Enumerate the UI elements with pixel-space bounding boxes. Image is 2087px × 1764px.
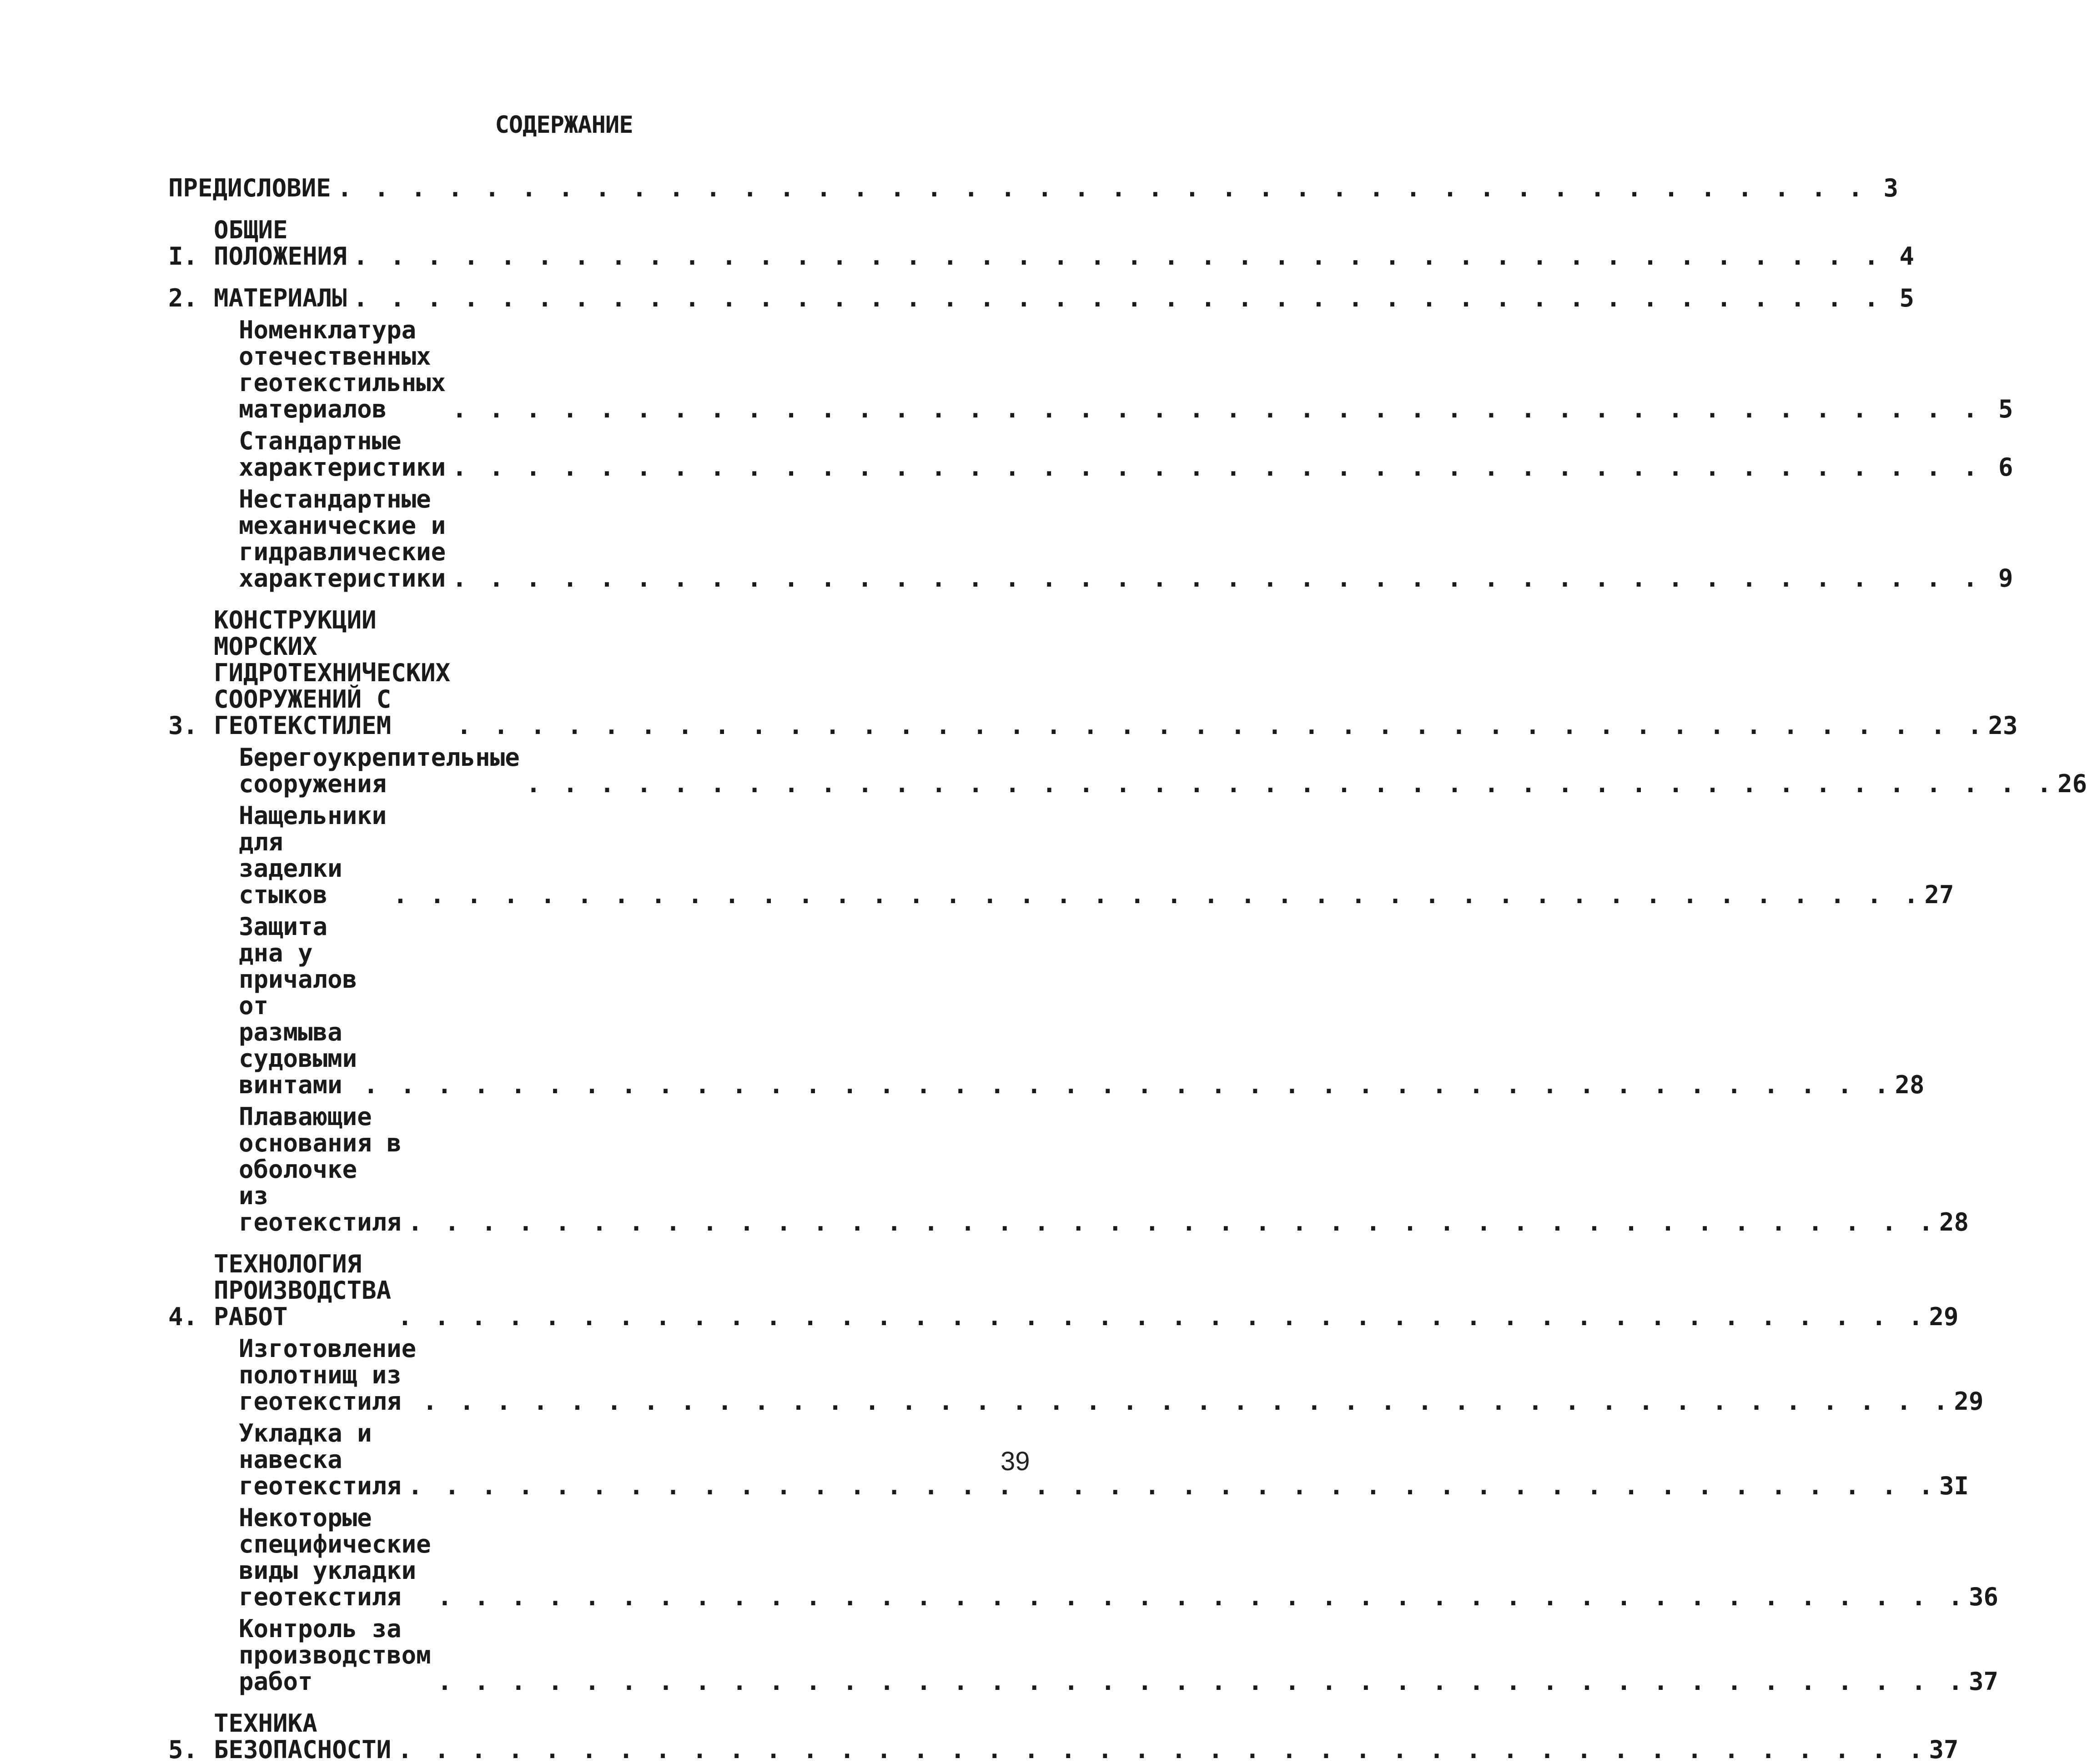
page-title: СОДЕРЖАНИЕ [495,111,633,139]
toc-entry-label: КОНСТРУКЦИИ МОРСКИХ ГИДРОТЕХНИЧЕСКИХ СООРУЖЕНИЙ С ГЕОТЕКСТИЛЕМ [214,606,451,740]
toc-entry-page: 37 [1969,1667,1999,1696]
toc-entry-page: 3 [1883,174,1899,202]
toc-entry-label: ОБЩИЕ ПОЛОЖЕНИЯ [214,216,347,271]
toc-entry-label: Изготовление полотнищ из геотекстиля [239,1334,417,1416]
toc-entry-page: 29 [1954,1387,1984,1416]
dot-leader: . . . . . . . . . . . . . . . . . . . . . . . . . . . . . . . . . . . . . . . . . . [452,564,1981,593]
toc-subentry [168,427,2013,482]
toc-subentry [168,1503,1999,1611]
toc-subentry [168,912,1925,1099]
dot-leader: . . . . . . . . . . . . . . . . . . . . . . . . . . . . . . . . . . . . . . . . . . [393,880,1922,909]
toc-subentry [168,743,2087,798]
dot-leader: . . . . . . . . . . . . . . . . . . . . . . . . . . . . . . . . . . . . . . . . . . [452,395,1981,423]
toc-entry-label: Номенклатура отечественных геотекстильных материалов [239,316,446,423]
toc-entry-page: 27 [1924,880,1954,909]
toc-entry-label: ТЕХНОЛОГИЯ ПРОИЗВОДСТВА РАБОТ [214,1250,392,1331]
toc-subentry [168,485,2013,593]
toc-entry-page: 9 [1998,564,2013,593]
toc-entry [168,1250,1959,1331]
toc-entry-label: ТЕХНИКА БЕЗОПАСНОСТИ [214,1709,392,1764]
dot-leader: . . . . . . . . . . . . . . . . . . . . . . . . . . . . . . . . . . . . . . . . . . [437,1583,1967,1611]
toc-entry-label: Плавающие основания в оболочке из геотекстиля [239,1102,402,1236]
dot-leader: . . . . . . . . . . . . . . . . . . . . . . . . . . . . . . . . . . . . . . . . . . [397,1735,1927,1764]
toc-subentry [168,801,1954,909]
dot-leader: . . . . . . . . . . . . . . . . . . . . . . . . . . . . . . . . . . . . . . . . . . [337,174,1867,202]
dot-leader: . . . . . . . . . . . . . . . . . . . . . . . . . . . . . . . . . . . . . . . . . . [457,711,1986,740]
dot-leader: . . . . . . . . . . . . . . . . . . . . . . . . . . . . . . . . . . . . . . . . . . [407,1208,1937,1236]
toc-entry-label: Некоторые специфические виды укладки геотекстиля [239,1503,431,1611]
toc-entry-page: 28 [1895,1070,1925,1099]
toc-entry-number: 4. [168,1302,198,1331]
toc-entry-number: 2. [168,284,198,312]
toc-entry-label: МАТЕРИАЛЫ [214,284,347,312]
dot-leader: . . . . . . . . . . . . . . . . . . . . . . . . . . . . . . . . . . . . . . . . . . [363,1070,1893,1099]
dot-leader: . . . . . . . . . . . . . . . . . . . . . . . . . . . . . . . . . . . . . . . . . . [407,1472,1937,1500]
toc-entry-number: I. [168,242,198,271]
dot-leader: . . . . . . . . . . . . . . . . . . . . . . . . . . . . . . . . . . . . . . . . . . [353,242,1882,271]
toc-entry-page: 36 [1969,1583,1999,1611]
toc-entry-page: 6 [1998,453,2013,482]
toc-entry [168,606,2018,740]
toc-entry-page: 4 [1899,242,1914,271]
toc-entry-page: 23 [1988,711,2018,740]
dot-leader: . . . . . . . . . . . . . . . . . . . . . . . . . . . . . . . . . . . . . . . . . . [422,1387,1952,1416]
dot-leader: . . . . . . . . . . . . . . . . . . . . . . . . . . . . . . . . . . . . . . . . . . [452,453,1981,482]
dot-leader: . . . . . . . . . . . . . . . . . . . . . . . . . . . . . . . . . . . . . . . . . . [353,284,1883,312]
toc-entry-number: 3. [168,711,198,740]
toc-entry-label: Стандартные характеристики [239,427,446,482]
toc-entry-label: Контроль за производством работ [239,1614,431,1696]
toc-entry [168,174,1899,202]
toc-entry-page: 26 [2057,769,2087,798]
toc-entry-page: 5 [1899,284,1915,312]
toc-subentry [168,1102,1969,1236]
toc-entry [168,1709,1959,1764]
toc-entry-page: 5 [1998,395,2013,423]
toc-entry [168,284,1915,312]
toc-entry-label: Защита дна у причалов от размыва судовыми винтами [239,912,357,1099]
toc-entry-page: 3I [1939,1472,1969,1500]
toc-entry-page: 29 [1929,1302,1959,1331]
toc-subentry [168,316,2013,423]
toc-subentry [168,1334,1984,1416]
toc-entry-label: Нащельники для заделки стыков [239,801,387,909]
page-number: 39 [1001,1447,1030,1476]
dot-leader: . . . . . . . . . . . . . . . . . . . . . . . . . . . . . . . . . . . . . . . . . . [437,1667,1967,1696]
toc-subentry [168,1614,1999,1696]
toc-entry-number: 5. [168,1735,198,1764]
dot-leader: . . . . . . . . . . . . . . . . . . . . . . . . . . . . . . . . . . . . . . . . . . [397,1302,1927,1331]
toc-entry-label: Нестандартные механические и гидравлические характеристики [239,485,446,593]
toc-entry-label: Берегоукрепительные сооружения [239,743,520,798]
toc-entry-label: Укладка и навеска геотекстиля [239,1419,402,1500]
toc-entry [168,216,1914,271]
dot-leader: . . . . . . . . . . . . . . . . . . . . . . . . . . . . . . . . . . . . . . . . . . [526,769,2056,798]
toc-entry-page: 28 [1939,1208,1969,1236]
toc-entry-label: ПРЕДИСЛОВИЕ [168,174,331,202]
toc-entry-page: 37 [1929,1735,1959,1764]
